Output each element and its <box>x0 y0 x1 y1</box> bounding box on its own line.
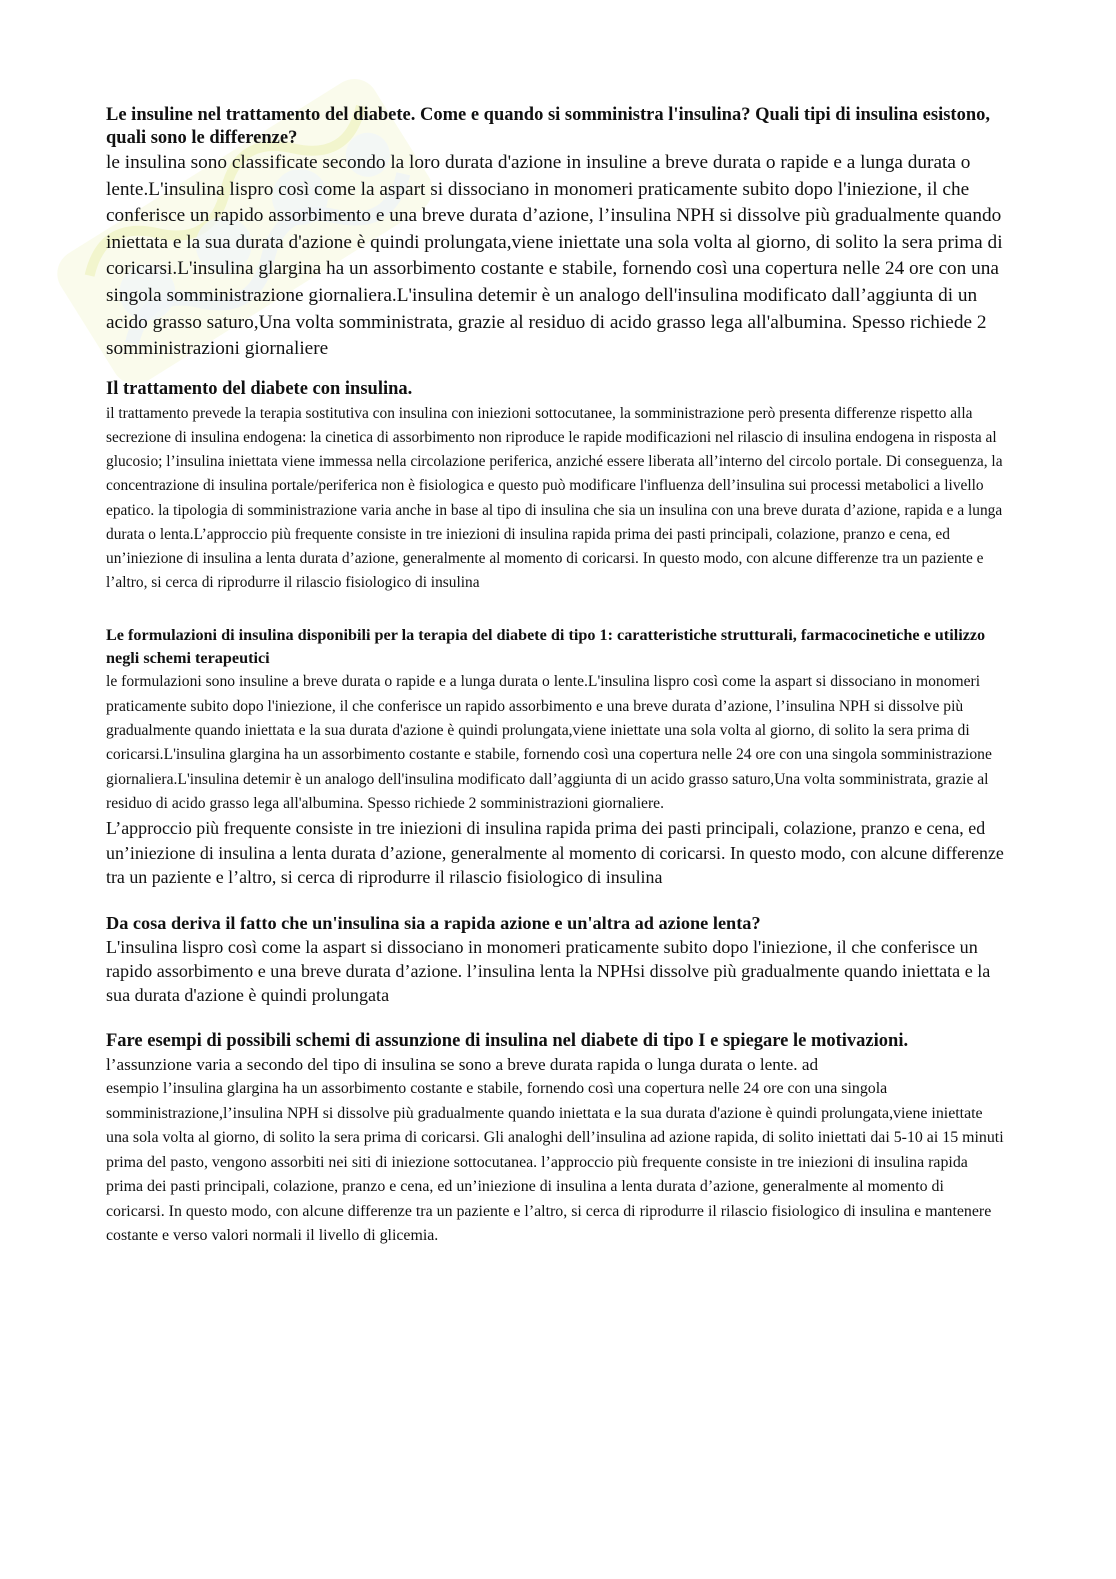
section-paragraph: L'insulina lispro così come la aspart si dissociano in monomeri praticamente subito dopo l'iniezione, il che conferisce un rapido assorbimento e una breve durata d’azione. l’insulina lenta la NPHsi dissolve più gradualmente quando iniettata e la sua durata d'azione è quindi prolungata <box>106 936 991 1005</box>
section-paragraph: le formulazioni sono insuline a breve durata o rapide e a lunga durata o lente.L'insulina lispro così come la aspart si dissociano in monomeri praticamente subito dopo l'iniezione, il che conferisce un rapido assorbimento e una breve durata d’azione, l’insulina NPH si dissolve più gradualmente quando iniettata e la sua durata d'azione è quindi prolungata,viene iniettate una sola volta al giorno, di solito la sera prima di coricarsi.L'insulina glargina ha un assorbimento costante e stabile, fornendo così una copertura nelle 24 ore con una singola somministrazione giornaliera.L'insulina detemir è un analogo dell'insulina modificato dall’aggiunta di un acido grasso saturo,Una volta somministrata, grazie al residuo di acido grasso lega all'albumina. Spesso richiede 2 somministrazioni giornaliere. <box>106 673 992 812</box>
section-heading: Il trattamento del diabete con insulina. <box>106 378 413 399</box>
section-insuline-trattamento <box>106 104 1006 363</box>
section-heading: Le formulazioni di insulina disponibili per la terapia del diabete di tipo 1: caratteristiche strutturali, farmacocinetiche e utilizzo negli schemi terapeutici <box>106 626 986 668</box>
document-page <box>106 104 1006 1249</box>
section-heading: Fare esempi di possibili schemi di assunzione di insulina nel diabete di tipo I e spiegare le motivazioni. <box>106 1030 909 1051</box>
section-paragraph: l’assunzione varia a secondo del tipo di insulina se sono a breve durata rapida o lunga durata o lente. ad <box>106 1054 819 1074</box>
section-formulazioni-insulina <box>106 624 1006 889</box>
section-paragraph: le insulina sono classificate secondo la loro durata d'azione in insuline a breve durata o rapide e a lunga durata o lente.L'insulina lispro così come la aspart si dissociano in monomeri praticamente subito dopo l'iniezione, il che conferisce un rapido assorbimento e una breve durata d’azione, l’insulina NPH si dissolve più gradualmente quando iniettata e la sua durata d'azione è quindi prolungata,viene iniettate una sola volta al giorno, di solito la sera prima di coricarsi.L'insulina glargina ha un assorbimento costante e stabile, fornendo così una copertura nelle 24 ore con una singola somministrazione giornaliera.L'insulina detemir è un analogo dell'insulina modificato dall’aggiunta di un acido grasso saturo,Una volta somministrata, grazie al residuo di acido grasso lega all'albumina. Spesso richiede 2 somministrazioni giornaliere <box>106 152 1003 360</box>
section-paragraph: esempio l’insulina glargina ha un assorbimento costante e stabile, fornendo così una copertura nelle 24 ore con una singola somministrazione,l’insulina NPH si dissolve più gradualmente quando iniettata e la sua durata d'azione è quindi prolungata,viene iniettate una sola volta al giorno, di solito la sera prima di coricarsi. Gli analoghi dell’insulina ad azione rapida, di solito iniettati dai 5-10 ai 15 minuti prima del pasto, vengono assorbiti nei siti di iniezione sottocutanea. l’approccio più frequente consiste in tre iniezioni di insulina rapida prima dei pasti principali, colazione, pranzo e cena, ed un’iniezione di insulina a lenta durata d’azione, generalmente al momento di coricarsi. In questo modo, con alcune differenze tra un paziente e l’altro, si cerca di riprodurre il rilascio fisiologico di insulina e mantenere costante e verso valori normali il livello di glicemia. <box>106 1080 1004 1245</box>
section-schemi-assunzione <box>106 1029 1006 1249</box>
section-heading: Da cosa deriva il fatto che un'insulina sia a rapida azione e un'altra ad azione lenta? <box>106 912 761 933</box>
section-heading: Le insuline nel trattamento del diabete. Come e quando si somministra l'insulina? Quali tipi di insulina esistono, quali sono le differenze? <box>106 105 991 148</box>
section-paragraph: L’approccio più frequente consiste in tre iniezioni di insulina rapida prima dei pasti principali, colazione, pranzo e cena, ed un’iniezione di insulina a lenta durata d’azione, generalmente al momento di coricarsi. In questo modo, con alcune differenze tra un paziente e l’altro, si cerca di riprodurre il rilascio fisiologico di insulina <box>106 818 1004 888</box>
section-paragraph: il trattamento prevede la terapia sostitutiva con insulina con iniezioni sottocutanee, la somministrazione però presenta differenze rispetto alla secrezione di insulina endogena: la cinetica di assorbimento non riproduce le rapide modificazioni nel rilascio di insulina endogena in risposta al glucosio; l’insulina iniettata viene immessa nella circolazione periferica, anziché essere liberata all’interno del circolo portale. Di conseguenza, la concentrazione di insulina portale/periferica non è fisiologica e questo può modificare l'influenza dell’insulina sui processi metabolici a livello epatico. la tipologia di somministrazione varia anche in base al tipo di insulina che sia un insulina con una breve durata d’azione, rapida e a lunga durata o lenta.L’approccio più frequente consiste in tre iniezioni di insulina rapida prima dei pasti principali, colazione, pranzo e cena, ed un’iniezione di insulina a lenta durata d’azione, generalmente al momento di coricarsi. In questo modo, con alcune differenze tra un paziente e l’altro, si cerca di riprodurre il rilascio fisiologico di insulina <box>106 404 1003 592</box>
section-trattamento-insulina <box>106 378 1006 596</box>
section-rapida-lenta <box>106 911 1006 1007</box>
